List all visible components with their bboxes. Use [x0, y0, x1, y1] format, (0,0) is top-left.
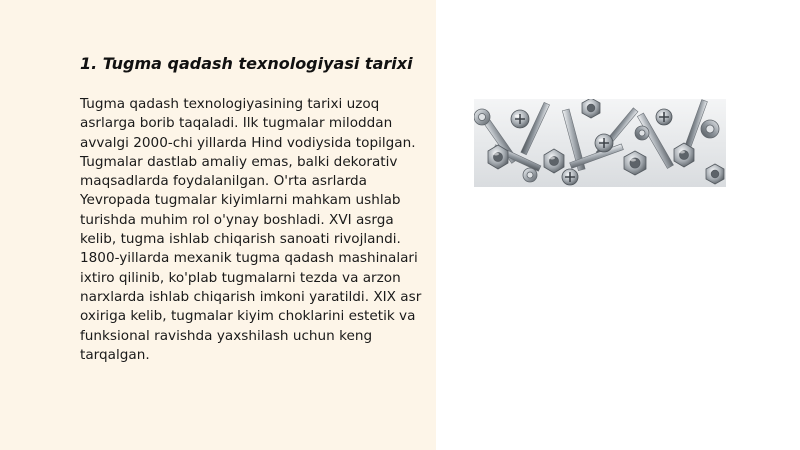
slide-title: 1. Tugma qadash texnologiyasi tarixi [80, 54, 413, 73]
bolts-and-nuts-image [474, 99, 726, 187]
slide-body-text: Tugma qadash texnologiyasining tarixi uzoq asrlarga borib taqaladi. Ilk tugmalar miloddan avvalgi 2000-chi yillarda Hind vodiysida topilgan. Tugmalar dastlab amaliy emas, balki dekorativ maqsadlarda foydalanilgan. O'rta asrlarda Yevropada tugmalar kiyimlarni mahkam ushlab turishda muhim rol o'ynay boshladi. XVI asrga kelib, tugma ishlab chiqarish sanoati rivojlandi. 1800-yillarda mexanik tugma qadash mashinalari ixtiro qilinib, ko'plab tugmalarni tezda va arzon narxlarda ishlab chiqarish imkoni yaratildi. XIX asr oxiriga kelib, tugmalar kiyim choklarini estetik va funksional ravishda yaxshilash uchun keng tarqalgan. [80, 96, 422, 363]
